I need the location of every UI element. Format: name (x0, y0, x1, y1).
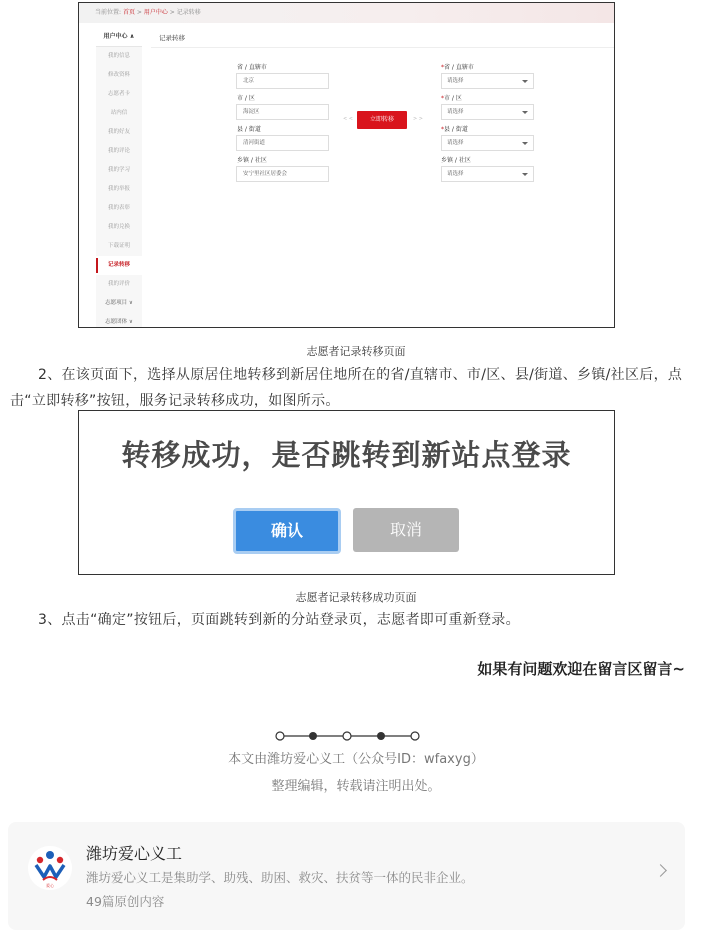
to-town-select[interactable] (441, 166, 534, 182)
to-city-label-text: 市 / 区 (444, 95, 462, 102)
from-province-field[interactable]: 北京 (236, 73, 329, 89)
breadcrumb (79, 3, 614, 23)
select-placeholder: 请选择 (447, 171, 464, 177)
account-description: 潍坊爱心义工是集助学、助残、助困、救灾、扶贫等一体的民非企业。 (86, 870, 474, 885)
transfer-now-button[interactable]: 立即转移 (357, 111, 407, 129)
breadcrumb-home-link[interactable]: 首页 (122, 9, 135, 16)
to-county-select[interactable] (441, 135, 534, 151)
required-mark: * (441, 64, 444, 71)
to-county-label-text: 县 / 街道 (444, 126, 468, 133)
from-county-label: 县 / 街道 (237, 126, 261, 133)
sidebar-item-volunteer-card[interactable]: 志愿者卡 (107, 91, 130, 97)
caption-success-page: 志愿者记录转移成功页面 (295, 591, 417, 604)
sidebar-item-my-info[interactable]: 我的信息 (107, 53, 130, 59)
account-card[interactable] (8, 822, 685, 930)
account-name: 潍坊爱心义工 (86, 844, 183, 863)
page-title: 记录转移 (151, 28, 614, 48)
from-province-label: 省 / 直辖市 (237, 64, 267, 71)
from-county-field[interactable]: 清河街道 (236, 135, 329, 151)
breadcrumb-separator: > (136, 9, 142, 16)
sidebar-item-reports[interactable]: 我的举报 (107, 186, 130, 192)
sidebar-item-evaluations[interactable]: 我的评价 (107, 281, 130, 287)
caption-transfer-page: 志愿者记录转移页面 (306, 345, 406, 358)
paragraph-step-3: 3、点击“确定”按钮后，页面跳转到新的分站登录页，志愿者即可重新登录。 (38, 612, 520, 628)
sidebar-item-learning[interactable]: 我的学习 (107, 167, 130, 173)
credit-line-2: 整理编辑，转载请注明出处。 (271, 779, 441, 794)
sidebar-item-comments[interactable]: 我的评论 (107, 148, 130, 154)
sidebar-item-download-proof[interactable]: 下载证明 (107, 243, 130, 249)
breadcrumb-current: 记录转移 (176, 9, 201, 16)
to-county-label (441, 124, 468, 133)
sidebar-item-redeem[interactable]: 我的兑换 (107, 224, 130, 230)
to-town-label: 乡镇 / 社区 (441, 157, 471, 164)
sidebar-item-record-transfer[interactable]: 记录转移 (96, 256, 142, 275)
account-article-count: 49篇原创内容 (86, 894, 165, 909)
required-mark: * (441, 126, 444, 133)
to-province-label (441, 62, 474, 71)
to-province-select[interactable] (441, 73, 534, 89)
breadcrumb-prefix: 当前位置: (95, 9, 122, 16)
select-placeholder: 请选择 (447, 109, 464, 115)
chevron-right-icon[interactable] (654, 864, 667, 877)
breadcrumb-separator: > (169, 9, 175, 16)
closing-remark: 如果有问题欢迎在留言区留言~ (477, 660, 685, 678)
chevron-down-icon (522, 173, 528, 176)
sidebar-group-projects[interactable]: 志愿项目 ∨ (105, 300, 133, 306)
arrows-left-icon: < < (343, 116, 353, 122)
sidebar-item-friends[interactable]: 我的好友 (107, 129, 130, 135)
required-mark: * (441, 95, 444, 102)
to-province-label-text: 省 / 直辖市 (444, 64, 474, 71)
sidebar-group-teams[interactable]: 志愿团体 ∨ (105, 319, 133, 325)
sidebar-item-edit-profile[interactable]: 修改资料 (107, 72, 130, 78)
chevron-down-icon (522, 80, 528, 83)
chevron-down-icon (522, 111, 528, 114)
sidebar-item-messages[interactable]: 站内信 (110, 110, 128, 116)
credit-line-1: 本文由潍坊爱心义工（公众号ID：wfaxyg） (228, 752, 484, 767)
to-city-label (441, 93, 462, 102)
sidebar (96, 27, 142, 328)
chevron-down-icon (522, 142, 528, 145)
logo-text: 爱心 (46, 883, 54, 888)
dialog-title: 转移成功，是否跳转到新站点登录 (121, 438, 572, 472)
from-city-field[interactable]: 海淀区 (236, 104, 329, 120)
confirm-button[interactable]: 确认 (233, 508, 341, 554)
dots-divider-icon (275, 730, 421, 742)
from-town-field[interactable]: 安宁里社区居委会 (236, 166, 329, 182)
account-logo-icon (28, 846, 72, 890)
paragraph-step-2: 2、在该页面下，选择从原居住地转移到新居住地所在的省/直辖市、市/区、县/街道、乡镇/社区后，点击“立即转移”按钮，服务记录转移成功，如图所示。 (10, 367, 683, 409)
arrows-right-icon: > > (413, 116, 423, 122)
from-town-label: 乡镇 / 社区 (237, 157, 267, 164)
breadcrumb-user-center-link[interactable]: 用户中心 (143, 9, 168, 16)
select-placeholder: 请选择 (447, 140, 464, 146)
select-placeholder: 请选择 (447, 78, 464, 84)
record-transfer-screenshot (78, 2, 615, 328)
transfer-success-dialog (78, 410, 615, 575)
sidebar-item-awards[interactable]: 我的表彰 (107, 205, 130, 211)
sidebar-title[interactable]: 用户中心 ∧ (96, 27, 142, 47)
from-city-label: 市 / 区 (237, 95, 255, 102)
to-city-select[interactable] (441, 104, 534, 120)
cancel-button[interactable]: 取消 (353, 508, 459, 552)
